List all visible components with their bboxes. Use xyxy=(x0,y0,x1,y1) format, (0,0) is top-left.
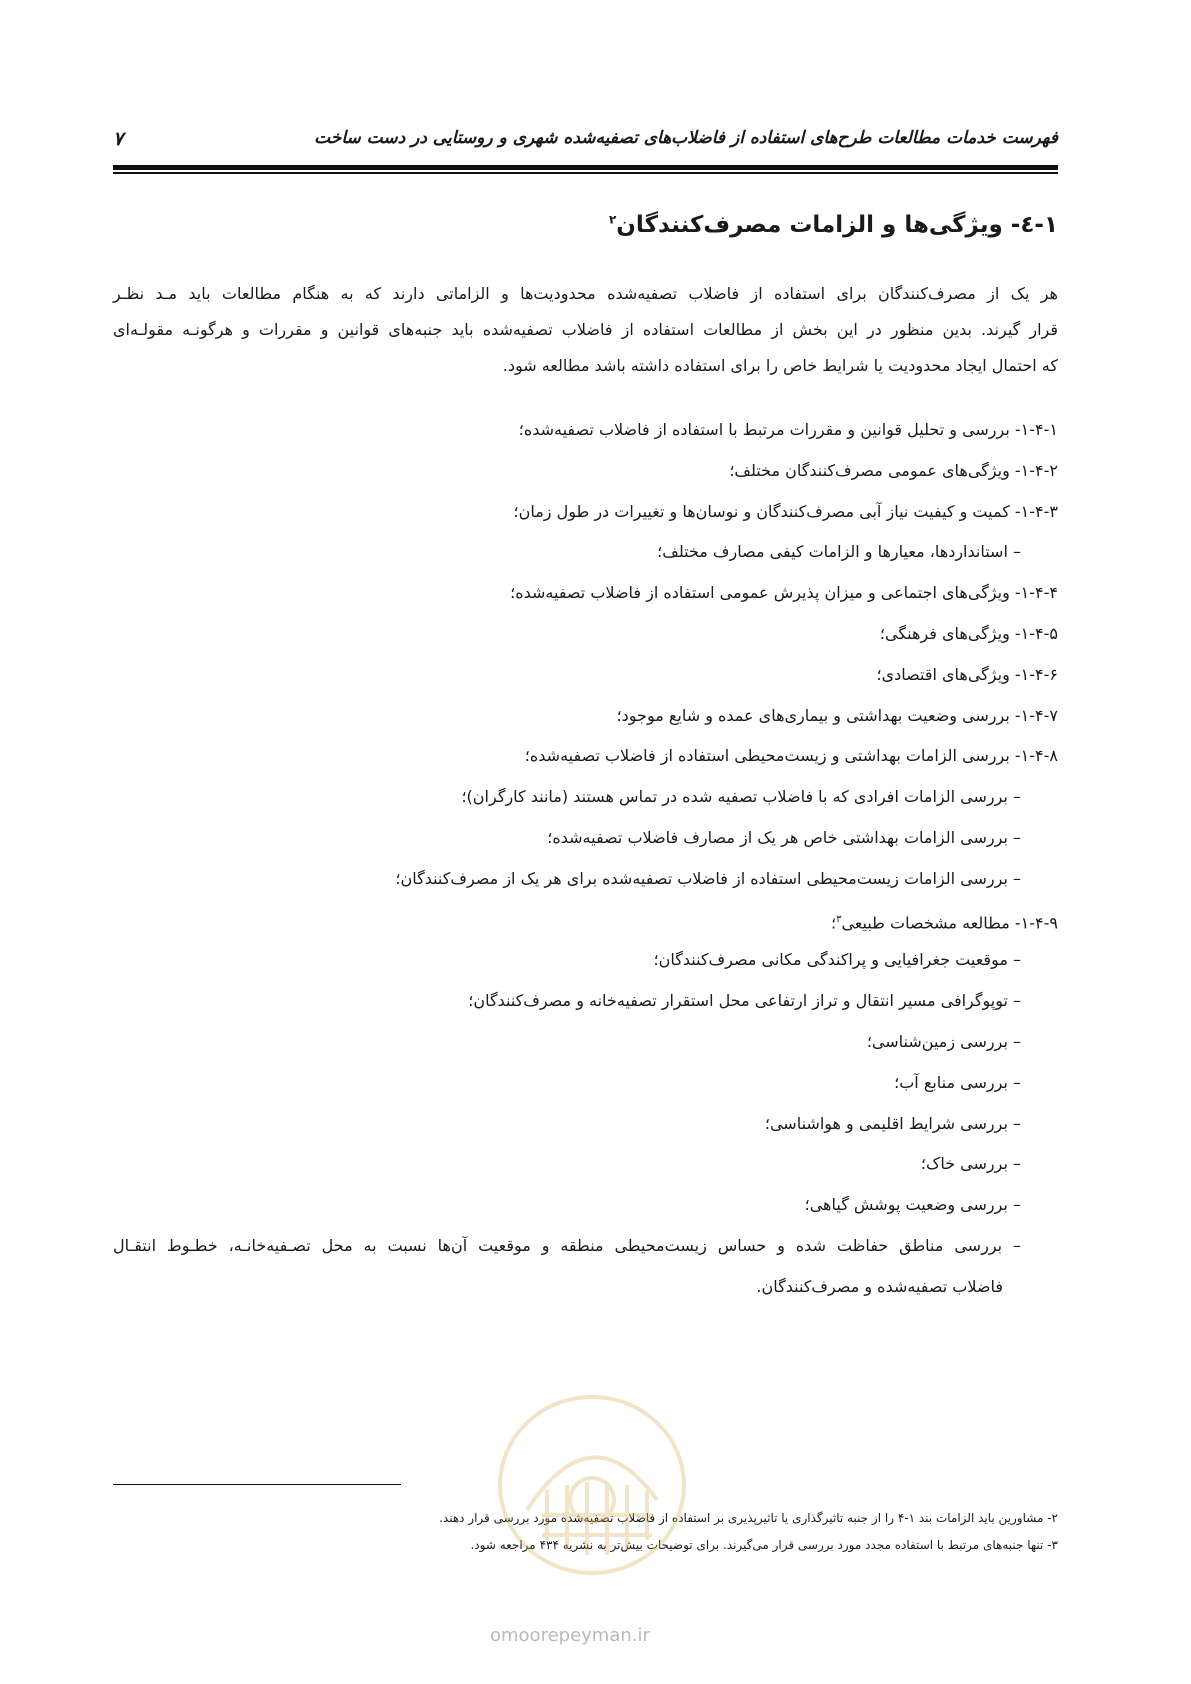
intro-line: هر یک از مصرف‌کنندگان برای استفاده از فاضلاب تصفیه‌شده محدودیت‌ها و الزاماتی دارند که به هنگام مطالعات باید مـد نظـر xyxy=(113,284,1058,303)
list-item xyxy=(113,614,1058,655)
list-item xyxy=(113,859,1058,900)
list-item xyxy=(113,981,1058,1022)
list-item-text: ۱-۴-۷- بررسی وضعیت بهداشتی و بیماری‌های عمده و شایع موجود؛ xyxy=(616,705,1058,725)
list-item xyxy=(113,1022,1058,1063)
list-item xyxy=(113,573,1058,614)
list-item-text: ۱-۴-۵- ویژگی‌های فرهنگی؛ xyxy=(879,623,1058,643)
list-item-suffix: ؛ xyxy=(831,912,837,932)
list-item-text: – موقعیت جغرافیایی و پراکندگی مکانی مصرف‌کنندگان؛ xyxy=(653,950,1021,970)
list-item-text: فاضلاب تصفیه‌شده و مصرف‌کنندگان. xyxy=(756,1276,1003,1296)
list-item-text: – بررسی مناطق حفاظت شده و حساس زیست‌محیطی منطقه و موقعیت آن‌ها نسبت به محل تصـفیه‌خانـه، خطـوط انتقـال xyxy=(113,1235,1021,1255)
list-item-text: ۱-۴-۱- بررسی و تحلیل قوانین و مقررات مرتبط با استفاده از فاضلاب تصفیه‌شده؛ xyxy=(518,420,1058,439)
list-item-text: ۱-۴-۲- ویژگی‌های عمومی مصرف‌کنندگان مختلف؛ xyxy=(729,460,1058,480)
list-item xyxy=(113,940,1058,981)
list-item xyxy=(113,492,1058,533)
list-item xyxy=(113,451,1058,492)
list-item-text: – بررسی خاک؛ xyxy=(920,1154,1021,1174)
list-item xyxy=(113,900,1058,941)
list-item xyxy=(113,1144,1058,1185)
list-item-text: ۱-۴-۶- ویژگی‌های اقتصادی؛ xyxy=(876,664,1058,684)
list-item xyxy=(113,818,1058,859)
section-heading xyxy=(609,212,1058,238)
page-number: ۷ xyxy=(113,128,124,150)
header-rule-thin xyxy=(113,172,1058,174)
intro-line: که احتمال ایجاد محدودیت یا شرایط خاص را برای استفاده داشته باشد مطالعه شود. xyxy=(502,356,1058,375)
footnote-separator xyxy=(113,1484,401,1485)
list-item xyxy=(113,410,1058,451)
list-item-text: – استانداردها، معیارها و الزامات کیفی مصارف مختلف؛ xyxy=(657,542,1021,562)
footnote-ref-2: ۲ xyxy=(608,212,617,227)
list-item xyxy=(113,1104,1058,1145)
list-item xyxy=(113,532,1058,573)
list-item-text: – بررسی زمین‌شناسی؛ xyxy=(866,1031,1021,1051)
list-item-text: – بررسی وضعیت پوشش گیاهی؛ xyxy=(804,1195,1021,1215)
intro-paragraph xyxy=(113,276,1058,384)
watermark-seal-icon xyxy=(487,1390,697,1590)
list-item xyxy=(113,736,1058,777)
footnote-3: ۳- تنها جنبه‌های مرتبط با استفاده مجدد مورد بررسی قرار می‌گیرند. برای توضیحات بیش‌تر به نشریه ۴۳۴ مراجعه شود. xyxy=(470,1538,1058,1552)
list-item xyxy=(113,1226,1058,1267)
running-header xyxy=(113,128,1058,158)
requirements-list xyxy=(113,410,1058,1308)
list-item-text: – بررسی شرایط اقلیمی و هواشناسی؛ xyxy=(764,1113,1021,1133)
list-item xyxy=(113,1267,1058,1308)
list-item xyxy=(113,1063,1058,1104)
list-item-text: – بررسی الزامات زیست‌محیطی استفاده از فاضلاب تصفیه‌شده برای هر یک از مصرف‌کنندگان؛ xyxy=(395,868,1021,888)
list-item xyxy=(113,1185,1058,1226)
list-item-text: – بررسی منابع آب؛ xyxy=(894,1072,1021,1092)
list-item-text: ۱-۴-۸- بررسی الزامات بهداشتی و زیست‌محیطی استفاده از فاضلاب تصفیه‌شده؛ xyxy=(524,746,1058,766)
footnote-ref-3: ۳ xyxy=(836,913,842,925)
watermark-url: omoorepeyman.ir xyxy=(490,1625,650,1646)
footnote-2: ۲- مشاورین باید الزامات بند ۱-۴ را از جنبه تاثیرگذاری یا تاثیرپذیری بر استفاده از فاضلاب تصفیه‌شده مورد بررسی قرار دهند. xyxy=(439,1511,1058,1525)
section-heading-text: ۱-٤- ویژگی‌ها و الزامات مصرف‌کنندگان xyxy=(616,212,1058,238)
intro-line: قرار گیرند. بدین منظور در این بخش از مطالعات استفاده از فاضلاب تصفیه‌شده باید جنبه‌های قوانین و مقررات و هرگونـه مقولـه‌ای xyxy=(113,320,1058,339)
list-item xyxy=(113,655,1058,696)
list-item-text: ۱-۴-۳- کمیت و کیفیت نیاز آبی مصرف‌کنندگان و نوسان‌ها و تغییرات در طول زمان؛ xyxy=(513,501,1058,521)
list-item xyxy=(113,777,1058,818)
list-item-text: – بررسی الزامات افرادی که با فاضلاب تصفیه شده در تماس هستند (مانند کارگران)؛ xyxy=(461,787,1021,807)
list-item-text: – بررسی الزامات بهداشتی خاص هر یک از مصارف فاضلاب تصفیه‌شده؛ xyxy=(547,827,1021,847)
running-title: فهرست خدمات مطالعات طرح‌های استفاده از فاضلاب‌های تصفیه‌شده شهری و روستایی در دست ساخت xyxy=(314,128,1058,148)
list-item-text: – توپوگرافی مسیر انتقال و تراز ارتفاعی محل استقرار تصفیه‌خانه و مصرف‌کنندگان؛ xyxy=(468,991,1021,1011)
header-rule-thick xyxy=(113,165,1058,170)
list-item-text: ۱-۴-۹- مطالعه مشخصات طبیعی xyxy=(841,912,1058,932)
list-item xyxy=(113,696,1058,737)
list-item-text: ۱-۴-۴- ویژگی‌های اجتماعی و میزان پذیرش عمومی استفاده از فاضلاب تصفیه‌شده؛ xyxy=(510,583,1058,603)
